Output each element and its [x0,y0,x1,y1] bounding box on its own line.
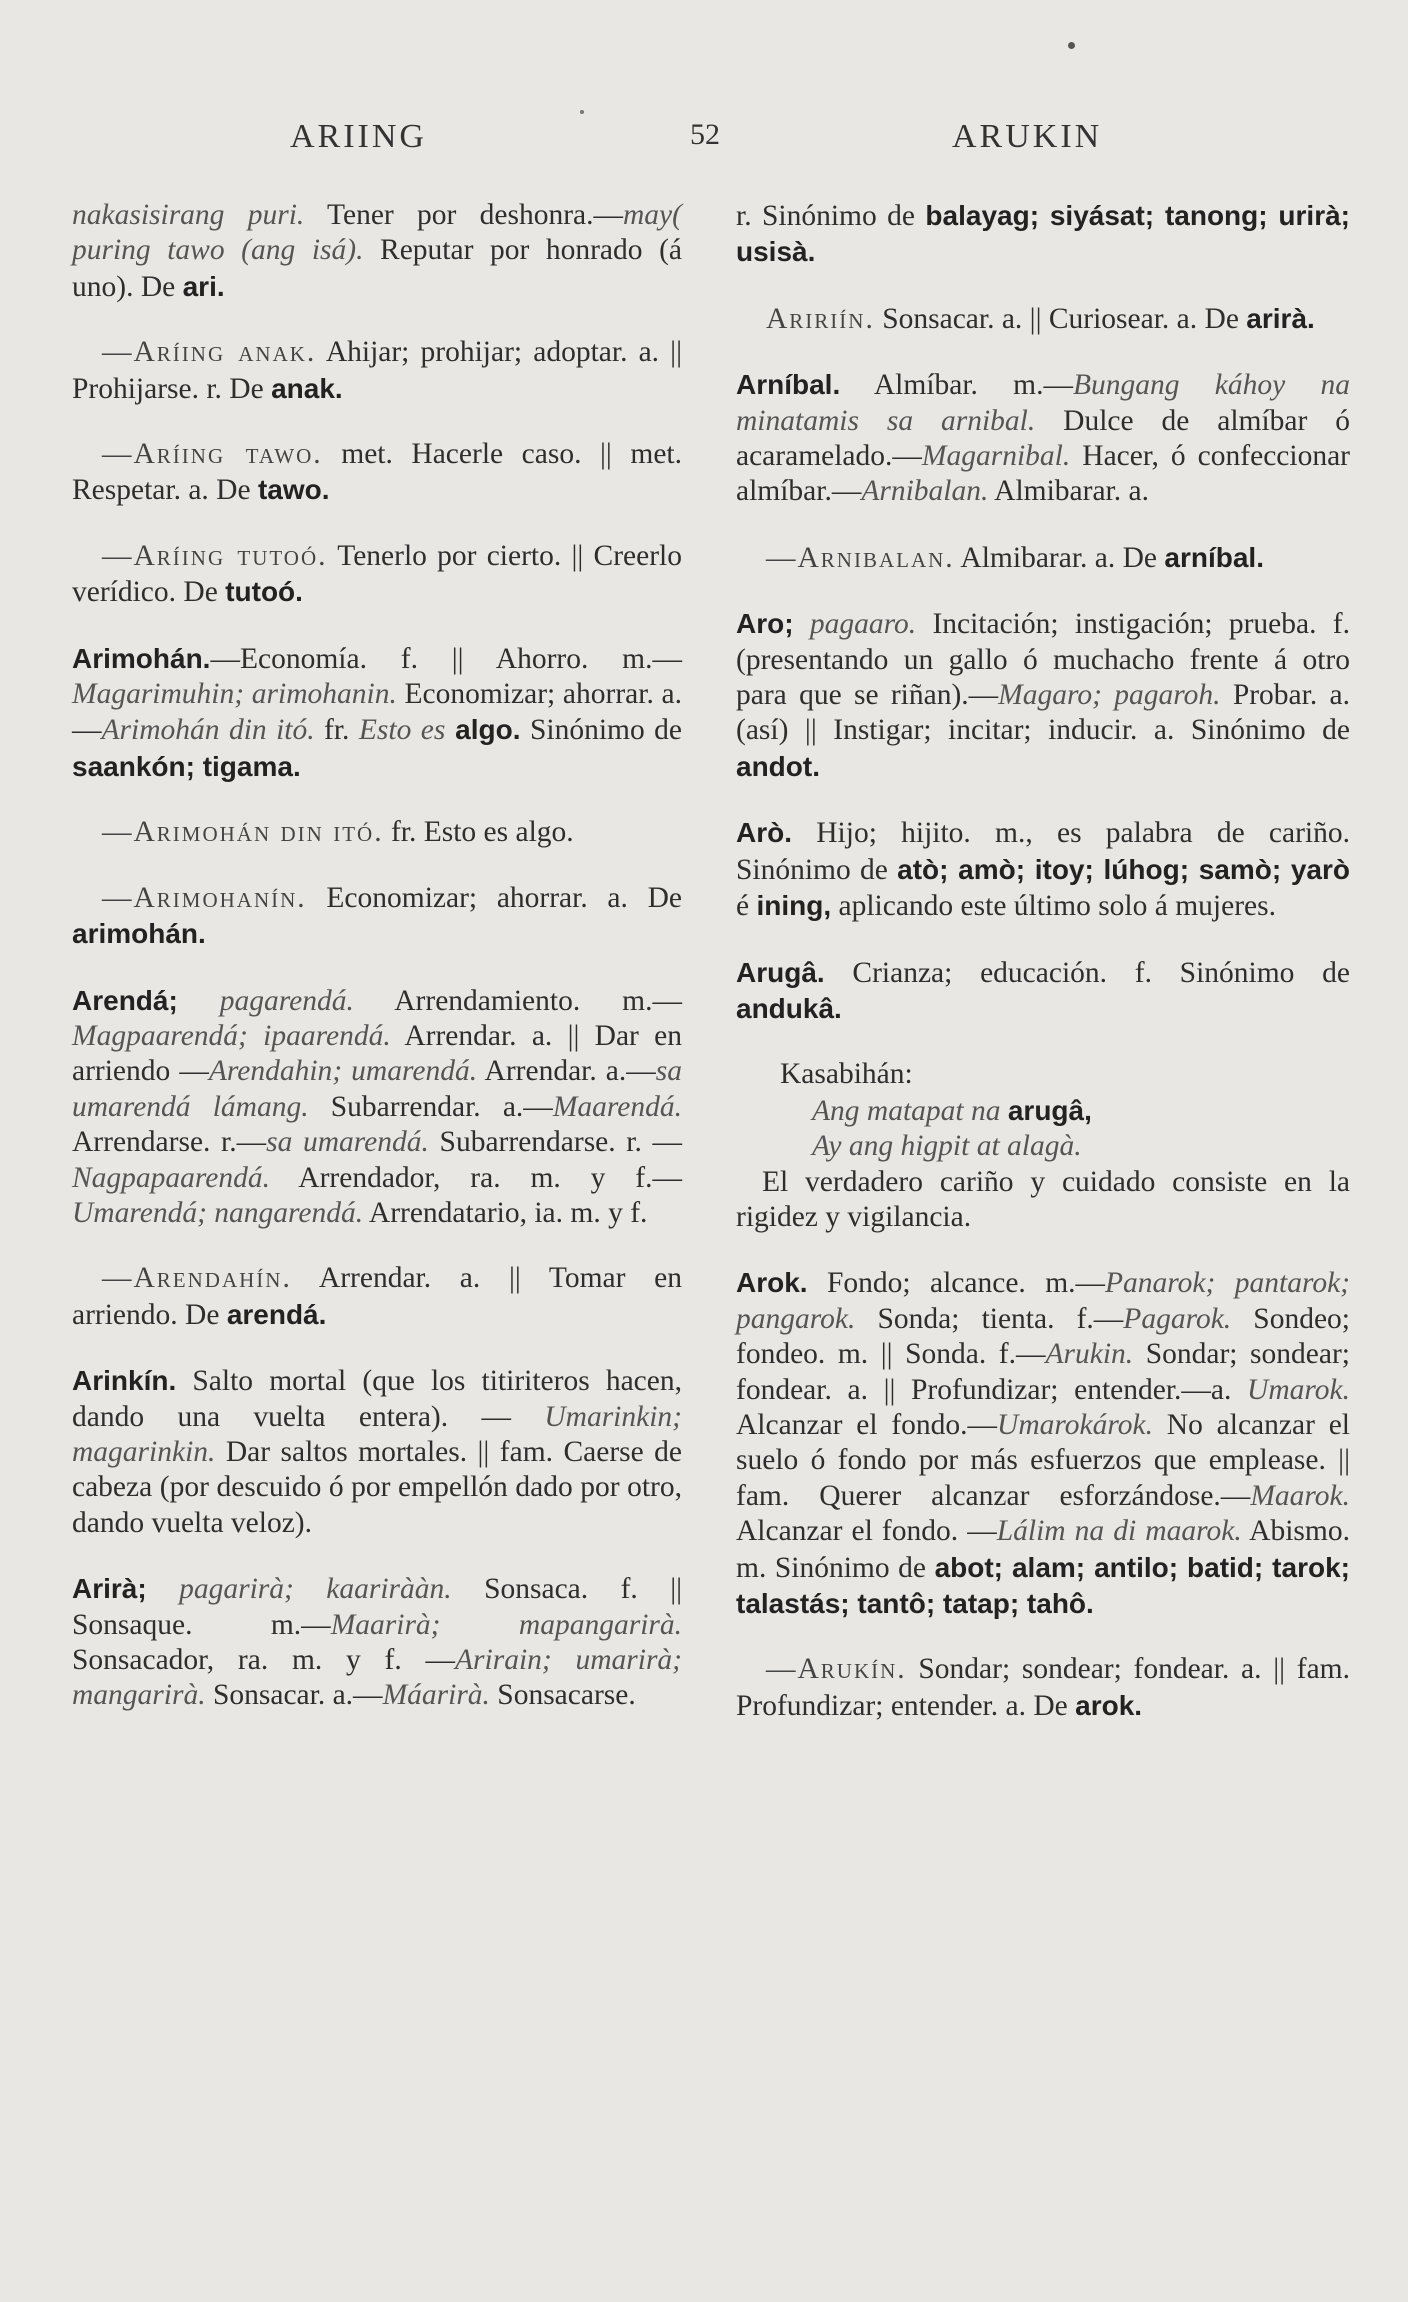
definition: Alcanzar el fondo. — [736,1515,997,1548]
entry-aruga [736,955,1350,1028]
synonyms: saankón; tigama. [72,750,301,782]
subentry-headword: —Aríing anak. [102,336,317,369]
bold-word: algo. [445,714,521,746]
proverb-keyword: arugâ, [1007,1094,1092,1126]
definition: Arrendamiento. m.— [353,984,682,1017]
tagalog-phrase: Arnibalan. [861,475,989,508]
root-word: tutoó. [225,576,303,608]
tagalog-phrase: pagaaro. [793,608,917,641]
definition: Ahijar; prohijar; adoptar. a. || Prohijarse. r. De [72,336,682,405]
definition: Tenerlo por cierto. || Creerlo verídico. De [72,539,682,609]
definition: Almibarar. a. De [954,541,1165,574]
root-word: arok. [1075,1689,1143,1721]
tagalog-phrase: Maarok. [1250,1479,1350,1512]
headword: Aro; [736,608,794,640]
headword: Arirà; [72,1573,147,1605]
root-word: tawo. [257,474,330,506]
definition: Sonsacar. a.— [205,1679,383,1712]
proverb-block [736,1057,1350,1235]
definition: Subarrendarse. r. — [428,1126,682,1159]
running-head-right: ARUKIN [952,118,1103,155]
definition: Sinónimo de [520,714,682,747]
subentry-headword: —Arimohán din itó. [102,816,384,849]
entry-ariing-tutoo [72,539,682,611]
entry-aro-hijo [736,815,1350,924]
entry-arimohan [72,641,682,786]
root-word: arníbal. [1164,541,1264,573]
synonyms: balayag; siyásat; tanong; urirà; usisà. [736,200,1350,268]
definition: No alcanzar el suelo ó fondo por más esfuerzos que emplease. || fam. Querer alcanzar esforzándose.— [736,1408,1350,1512]
headword: Arníbal. [736,369,841,401]
root-word: arirà. [1246,302,1315,334]
tagalog-phrase: may( puring tawo (ang isá). [72,199,682,267]
entry-arnibal [736,367,1350,510]
definition: aplicando este último solo á mujeres. [831,890,1276,923]
entry-ari-continued [72,198,682,305]
print-speck [1068,42,1075,49]
subentry-headword: —Aríing tawo. [102,438,323,471]
tagalog-phrase: Maarirà; mapangarirà. [330,1608,682,1641]
definition: met. Hacerle caso. || met. Respetar. a. De [72,438,682,507]
tagalog-phrase: sa umarendá. [266,1126,429,1159]
definition: Hijo; hijito. m., es palabra de cariño. Sinónimo de [736,817,1350,886]
root-word: anak. [271,372,343,404]
tagalog-phrase: Magarnibal. [921,440,1071,473]
definition: Hacer, ó confeccionar almíbar.— [736,440,1350,508]
subentry-headword: —Arimohanín. [102,881,307,914]
tagalog-phrase: Arukin. [1045,1338,1134,1371]
headword: Arò. [736,817,792,849]
definition: fr. Esto es algo. [383,816,574,849]
definition: Sonsaca. f. || Sonsaque. m.— [72,1573,682,1641]
proverb-line-1 [736,1093,1350,1129]
tagalog-phrase: sa umarendá lámang. [72,1055,682,1123]
entry-arinkin [72,1363,682,1541]
tagalog-phrase: Arirain; umarirà; mangarirà. [72,1644,682,1712]
proverb-line-2: Ay ang higpit at alagà. [812,1130,1082,1163]
definition: Crianza; educación. f. Sinónimo de [824,956,1350,989]
entry-arimohan-din-ito [72,815,682,850]
proverb-label: Kasabihán: [780,1058,913,1091]
headword: Arugâ. [736,956,825,988]
entry-arira-continued [736,198,1350,271]
root-word: arimohán. [72,918,206,950]
definition: Arrendarse. r.— [72,1126,267,1159]
headword: Arok. [736,1267,808,1299]
entry-ariráin [736,301,1350,337]
definition: Salto mortal (que los titiriteros hacen, dando una vuelta entera). — [72,1365,682,1433]
definition: Dar saltos mortales. || fam. Caerse de cabeza (por descuido ó por empellón dado por otro, dando vuelta veloz). [72,1435,682,1539]
definition: Sondar; sondear; fondear. a. || Profundizar; entender.—a. [736,1338,1350,1406]
entry-arimohanin [72,881,682,953]
root-word: arendá. [226,1298,327,1330]
entry-ariing-anak [72,335,682,407]
definition: Tener por deshonra.— [304,199,623,231]
subentry-headword: —Aríing tutoó. [102,539,328,572]
left-column [72,198,682,1744]
subentry-headword: —Arukín. [766,1653,907,1686]
tagalog-phrase: Pagarok. [1123,1302,1232,1335]
entry-aro [736,606,1350,785]
right-column [736,198,1350,1754]
definition: Incitación; instigación; prueba. f. (presentando un gallo ó muchacho frente á otro para que se riñan).— [736,608,1350,712]
synonyms: ining, [756,890,832,922]
tagalog-phrase: pagarirà; kaarirààn. [146,1573,452,1606]
definition: Almíbar. m.— [840,369,1074,402]
definition: Almibarar. a. [988,475,1149,508]
running-head-left: ARIING [290,118,427,155]
synonyms: andukâ. [736,992,842,1024]
definition: Reputar por honrado (á uno). De [72,234,683,303]
entry-arnibalan [736,540,1350,576]
definition: Arrendar. a.— [477,1055,656,1088]
entry-arukin [736,1652,1350,1724]
tagalog-phrase: Umarokárok. [997,1408,1153,1441]
tagalog-phrase: Lálim na di maarok. [996,1515,1242,1548]
headword: Arendá; [72,984,178,1016]
print-speck [580,110,584,114]
entry-arok [736,1265,1350,1622]
headword: Arimohán. [72,642,211,674]
definition: Economizar; ahorrar. a. De [306,881,682,914]
definition: Sonsacador, ra. m. y f. — [72,1644,456,1676]
tagalog-phrase: Bungang káhoy na minatamis sa arnibal. [736,369,1350,437]
definition: Subarrendar. a.— [308,1090,553,1123]
proverb-translation: El verdadero cariño y cuidado consiste en la rigidez y vigilancia. [736,1165,1350,1233]
subentry-headword: —Arnibalan. [766,541,955,574]
synonyms: andot. [736,750,820,782]
definition: Dulce de almíbar ó acaramelado.— [736,404,1350,473]
definition: Arrendador, ra. m. y f.— [270,1161,682,1194]
definition: —Economía. f. || Ahorro. m.— [210,642,682,675]
tagalog-phrase: Umarok. [1247,1373,1350,1406]
tagalog-phrase: pagarendá. [177,984,354,1017]
synonyms: abot; alam; antilo; batid; tarok; talastás; tantô; tatap; tahô. [736,1551,1350,1619]
definition: Sonsacar. a. || Curiosear. a. De [874,302,1247,335]
definition: é [736,890,757,923]
entry-ariing-tawo [72,437,682,509]
definition: r. Sinónimo de [736,200,926,232]
tagalog-phrase: Magpaarendá; ipaarendá. [72,1019,391,1052]
definition: Sondeo; fondeo. m. || Sonda. f.— [736,1302,1350,1371]
subentry-headword: —Arendahín. [102,1262,292,1295]
definition: Sonda; tienta. f.— [855,1302,1124,1335]
headword: Arinkín. [72,1365,177,1397]
tagalog-phrase: Magaro; pagaroh. [998,679,1221,712]
definition: Abismo. m. Sinónimo de [736,1515,1350,1584]
entry-text [72,198,682,305]
definition: Arrendar. a. || Dar en arriendo — [72,1019,682,1088]
page-header [0,118,1408,158]
tagalog-phrase: Máarirà. [382,1679,490,1712]
proverb-text: Ang matapat na [812,1094,1008,1127]
synonyms: atò; amò; itoy; lúhog; samò; yarò [897,853,1350,885]
definition: Arrendatario, ia. m. y f. [363,1196,648,1229]
definition: Economizar; ahorrar. a.— [72,678,683,747]
tagalog-phrase: Umarinkin; magarinkin. [72,1400,682,1468]
entry-arenda [72,983,682,1232]
definition: Sonsacarse. [489,1679,636,1712]
tagalog-phrase: Arimohán din itó. [101,714,315,747]
definition: Fondo; alcance. m.— [807,1267,1106,1300]
entry-arira [72,1571,682,1714]
tagalog-phrase: Magarimuhin; arimohanin. [72,678,397,711]
definition: Sondar; sondear; fondear. a. || fam. Profundizar; entender. a. De [736,1653,1350,1722]
definition: fr. [314,714,359,747]
definition: Alcanzar el fondo.— [736,1408,998,1441]
tagalog-phrase: Panarok; pantarok; pangarok. [736,1267,1350,1335]
tagalog-phrase: Nagpapaarendá. [72,1161,271,1194]
tagalog-phrase: nakasisirang puri. [72,199,305,231]
definition: Probar. a. (así) || Instigar; incitar; inducir. a. Sinónimo de [736,679,1350,747]
page-number: 52 [690,118,720,151]
spanish-phrase: Esto es [358,714,446,747]
tagalog-phrase: Arendahin; umarendá. [208,1055,478,1088]
tagalog-phrase: Umarendá; nangarendá. [72,1196,364,1229]
tagalog-phrase: Maarendá. [552,1090,682,1123]
subentry-headword: Aririín. [766,302,875,335]
root-word: ari. [182,270,225,302]
entry-arendahin [72,1261,682,1333]
definition: Arrendar. a. || Tomar en arriendo. De [72,1262,682,1331]
